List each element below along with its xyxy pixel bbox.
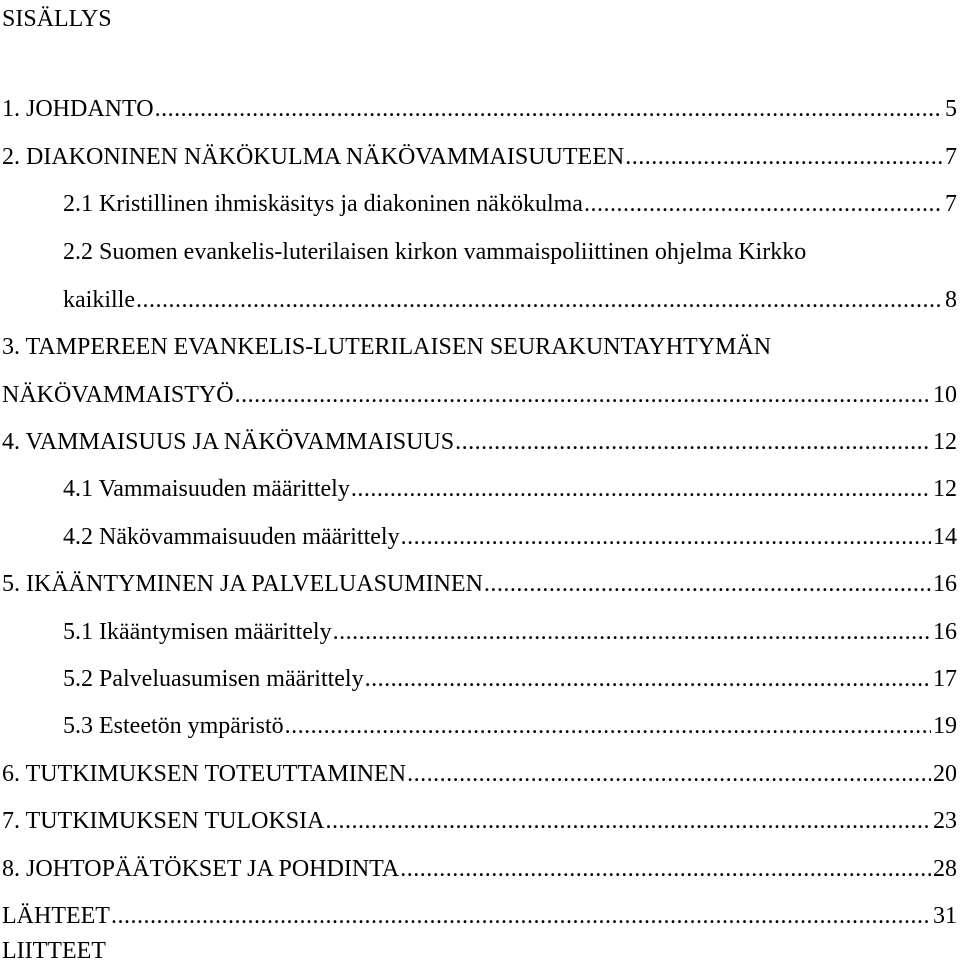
toc-entry-text-line1[interactable]: 3. TAMPEREEN EVANKELIS-LUTERILAISEN SEURAKUNTAYHTYMÄN — [2, 334, 772, 360]
toc-page-number: 14 — [933, 524, 957, 550]
toc-page-number: 16 — [933, 619, 957, 645]
toc-page-number: 5 — [945, 96, 957, 122]
toc-page-number: 7 — [945, 144, 957, 170]
toc-entry-text: 5. IKÄÄNTYMINEN JA PALVELUASUMINEN — [2, 571, 483, 597]
toc-entry-text: 7. TUTKIMUKSEN TULOKSIA — [2, 808, 325, 834]
toc-page-number: 23 — [933, 808, 957, 834]
toc-page-number: 10 — [933, 382, 957, 408]
toc-page-number: 7 — [945, 191, 957, 217]
toc-page-number: 31 — [933, 903, 957, 929]
dot-leader — [484, 569, 931, 599]
toc-entry-vammaisuus[interactable] — [2, 427, 957, 457]
toc-entry-text: 4. VAMMAISUUS JA NÄKÖVAMMAISUUS — [2, 429, 455, 455]
toc-page-number: 12 — [933, 476, 957, 502]
toc-entry-text: 2. DIAKONINEN NÄKÖKULMA NÄKÖVAMMAISUUTEEN — [2, 144, 625, 170]
toc-entry-text: LÄHTEET — [2, 903, 110, 929]
toc-entry-tutkimuksen-toteuttaminen[interactable] — [2, 759, 957, 789]
toc-entry-ikaantymisen-maarittely[interactable] — [63, 617, 957, 647]
dot-leader — [625, 142, 943, 172]
dot-leader — [351, 474, 931, 504]
toc-page-number: 16 — [933, 571, 957, 597]
toc-entry-text: 8. JOHTOPÄÄTÖKSET JA POHDINTA — [2, 856, 400, 882]
toc-entry-text: kaikille — [63, 287, 135, 313]
dot-leader — [111, 901, 931, 931]
toc-entry-text: 4.1 Vammaisuuden määrittely — [63, 476, 350, 502]
toc-entry-diakoninen-nakokulma[interactable] — [2, 142, 957, 172]
toc-entry-vammaispoliittinen-ohjelma[interactable] — [63, 285, 957, 315]
toc-page-number: 28 — [933, 856, 957, 882]
dot-leader — [365, 664, 931, 694]
toc-entry-vammaisuuden-maarittely[interactable] — [63, 474, 957, 504]
toc-page-number: 12 — [933, 429, 957, 455]
toc-entry-text-line1[interactable]: 2.2 Suomen evankelis-luterilaisen kirkon vammaispoliittinen ohjelma Kirkko — [63, 239, 807, 265]
dot-leader — [455, 427, 931, 457]
dot-leader — [235, 380, 931, 410]
toc-entry-text: 4.2 Näkövammaisuuden määrittely — [63, 524, 400, 550]
dot-leader — [325, 806, 931, 836]
toc-entry-text: 6. TUTKIMUKSEN TOTEUTTAMINEN — [2, 761, 407, 787]
toc-page-number: 17 — [933, 666, 957, 692]
toc-page-number: 8 — [945, 287, 957, 313]
toc-entry-palveluasumisen-maarittely[interactable] — [63, 664, 957, 694]
dot-leader — [136, 285, 943, 315]
toc-entry-kristillinen-ihmiskasitys[interactable] — [63, 189, 957, 219]
toc-entry-text: 5.3 Esteetön ympäristö — [63, 713, 284, 739]
toc-title: SISÄLLYS — [2, 6, 112, 32]
toc-entry-johdanto[interactable] — [2, 94, 957, 124]
toc-entry-liitteet[interactable]: LIITTEET — [2, 938, 106, 964]
toc-entry-text: 2.1 Kristillinen ihmiskäsitys ja diakoninen näkökulma — [63, 191, 583, 217]
toc-page-number: 19 — [933, 713, 957, 739]
toc-entry-lahteet[interactable] — [2, 901, 957, 931]
dot-leader — [155, 94, 943, 124]
toc-entry-tutkimuksen-tuloksia[interactable] — [2, 806, 957, 836]
toc-page-number: 20 — [933, 761, 957, 787]
toc-entry-nakovammaisuuden-maarittely[interactable] — [63, 522, 957, 552]
toc-entry-nakovammaistyo[interactable] — [2, 380, 957, 410]
dot-leader — [401, 522, 931, 552]
dot-leader — [333, 617, 931, 647]
dot-leader — [407, 759, 931, 789]
dot-leader — [400, 854, 931, 884]
dot-leader — [584, 189, 943, 219]
toc-entry-text: NÄKÖVAMMAISTYÖ — [2, 382, 234, 408]
toc-entry-text: 5.2 Palveluasumisen määrittely — [63, 666, 364, 692]
toc-entry-text: 5.1 Ikääntymisen määrittely — [63, 619, 332, 645]
toc-entry-text: 1. JOHDANTO — [2, 96, 154, 122]
toc-entry-esteeton-ymparisto[interactable] — [63, 711, 957, 741]
dot-leader — [285, 711, 931, 741]
toc-entry-johtopaatokset[interactable] — [2, 854, 957, 884]
toc-entry-ikaantyminen[interactable] — [2, 569, 957, 599]
